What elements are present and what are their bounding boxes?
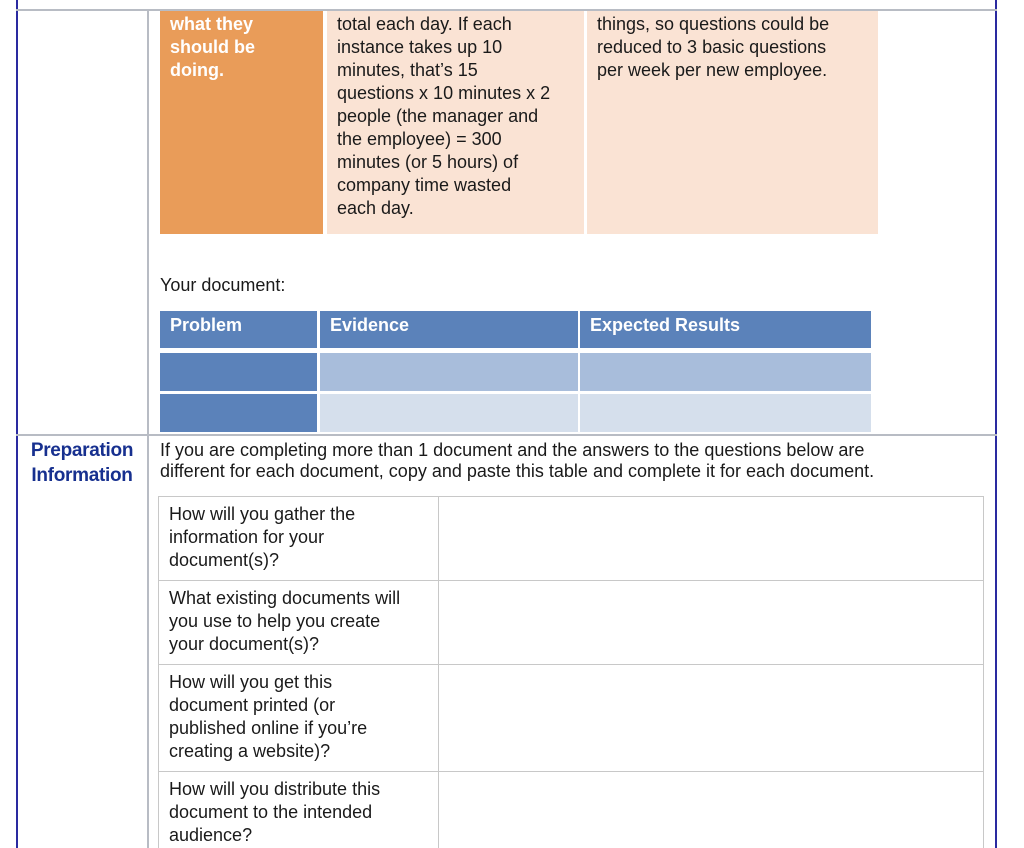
question-line: How will you distribute this [169,779,381,799]
preparation-intro-text [160,440,874,482]
text-line: per week per new employee. [597,60,828,80]
side-label-line: Information [31,465,133,486]
text-line: people (the manager and [337,106,539,126]
question-line: audience? [169,825,253,845]
text-line: instance takes up 10 [337,37,503,57]
answer-input-cell[interactable] [438,580,984,665]
question-line: How will you get this [169,672,333,692]
text-line: reduced to 3 basic questions [597,37,827,57]
text-line: what they [170,14,254,34]
text-line: minutes (or 5 hours) of [337,152,519,172]
header-expected-results: Expected Results [580,311,871,348]
question-line: How will you gather the [169,504,356,524]
example-evidence-cell [327,11,584,234]
row1-evidence-cell[interactable] [320,353,578,391]
question-line: published online if you’re [169,718,368,738]
question-cell [158,771,439,848]
row1-expected-results-cell[interactable] [580,353,871,391]
label-column-divider [147,9,149,848]
question-line: creating a website)? [169,741,331,761]
text-line: total each day. If each [337,14,512,34]
side-label-line: Preparation [30,440,134,461]
question-line: What existing documents will [169,588,401,608]
row2-expected-results-cell[interactable] [580,394,871,432]
header-evidence: Evidence [320,311,578,348]
question-cell [158,496,439,581]
question-line: document to the intended [169,802,373,822]
question-line: information for your [169,527,325,547]
outer-right-border [995,0,997,848]
text-line: doing. [170,60,224,80]
text-line: company time wasted [337,175,512,195]
text-line: the employee) = 300 [337,129,502,149]
example-problem-cell [160,11,323,234]
text-line: each day. [337,198,414,218]
question-line: your document(s)? [169,634,320,654]
row1-problem-cell[interactable] [160,353,317,391]
question-line: document printed (or [169,695,336,715]
answer-input-cell[interactable] [438,664,984,772]
question-cell [158,664,439,772]
answer-input-cell[interactable] [438,771,984,848]
text-line: questions x 10 minutes x 2 [337,83,551,103]
preparation-information-label [18,438,146,488]
outer-left-border [16,0,18,848]
example-expected-results-cell [587,11,878,234]
your-document-label: Your document: [160,275,286,295]
answer-input-cell[interactable] [438,496,984,581]
intro-line: If you are completing more than 1 document and the answers to the questions below are [160,440,865,460]
question-line: you use to help you create [169,611,381,631]
row2-problem-cell[interactable] [160,394,317,432]
row-divider [16,434,997,436]
text-line: minutes, that’s 15 [337,60,478,80]
header-problem: Problem [160,311,317,348]
text-line: things, so questions could be [597,14,830,34]
row2-evidence-cell[interactable] [320,394,578,432]
question-line: document(s)? [169,550,280,570]
text-line: should be [170,37,255,57]
intro-line: different for each document, copy and paste this table and complete it for each document. [160,461,875,481]
question-cell [158,580,439,665]
